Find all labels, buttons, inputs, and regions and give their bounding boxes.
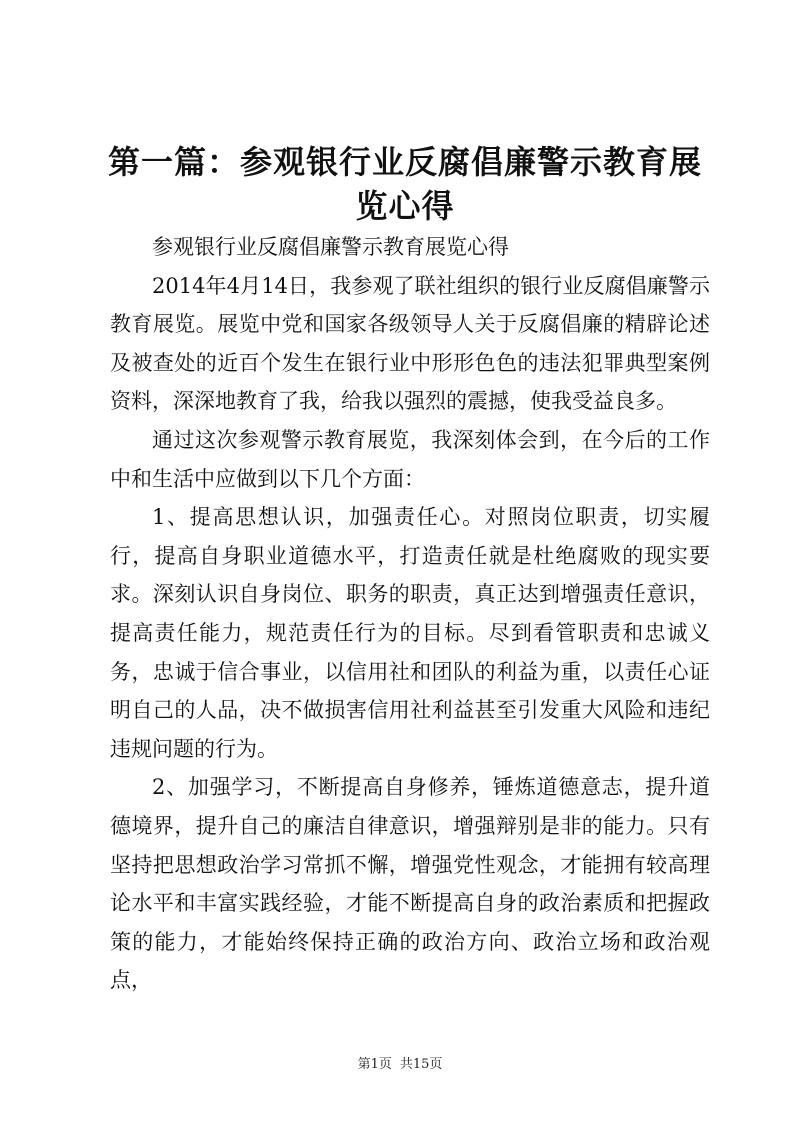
summary-paragraph: 通过这次参观警示教育展览，我深刻体会到，在今后的工作中和生活中应做到以下几个方面： xyxy=(110,427,710,491)
page-total: 共15页 xyxy=(399,1057,443,1072)
intro-paragraph: 2014年4月14日，我参观了联社组织的银行业反腐倡廉警示教育展览。展览中党和国家各级领导人关于反腐倡廉的精辟论述及被查处的近百个发生在银行业中形形色色的违法犯罪典型案例资料，深深地教育了我，给我以强烈的震撼，使我受益良多。 xyxy=(110,273,710,414)
page-footer xyxy=(0,1053,800,1072)
document-title: 第一篇：参观银行业反腐倡廉警示教育展览心得 xyxy=(107,143,702,225)
point-two-paragraph: 2、加强学习，不断提高自身修养，锤炼道德意志，提升道德境界，提升自己的廉洁自律意识，增强辩别是非的能力。只有坚持把思想政治学习常抓不懈，增强党性观念，才能拥有较高理论水平和丰富实践经验，才能不断提高自身的政治素质和把握政策的能力，才能始终保持正确的政治方向、政治立场和政治观点， xyxy=(110,775,710,993)
point-one-paragraph: 1、提高思想认识，加强责任心。对照岗位职责，切实履行，提高自身职业道德水平，打造责任就是杜绝腐败的现实要求。深刻认识自身岗位、职务的职责，真正达到增强责任意识，提高责任能力，规范责任行为的目标。尽到看管职责和忠诚义务，忠诚于信合事业，以信用社和团队的利益为重，以责任心证明自己的人品，决不做损害信用社利益甚至引发重大风险和违纪违规问题的行为。 xyxy=(110,505,710,761)
page-number: 第1页 xyxy=(357,1057,392,1072)
subtitle-paragraph: 参观银行业反腐倡廉警示教育展览心得 xyxy=(152,235,509,259)
document-body xyxy=(110,228,710,1000)
